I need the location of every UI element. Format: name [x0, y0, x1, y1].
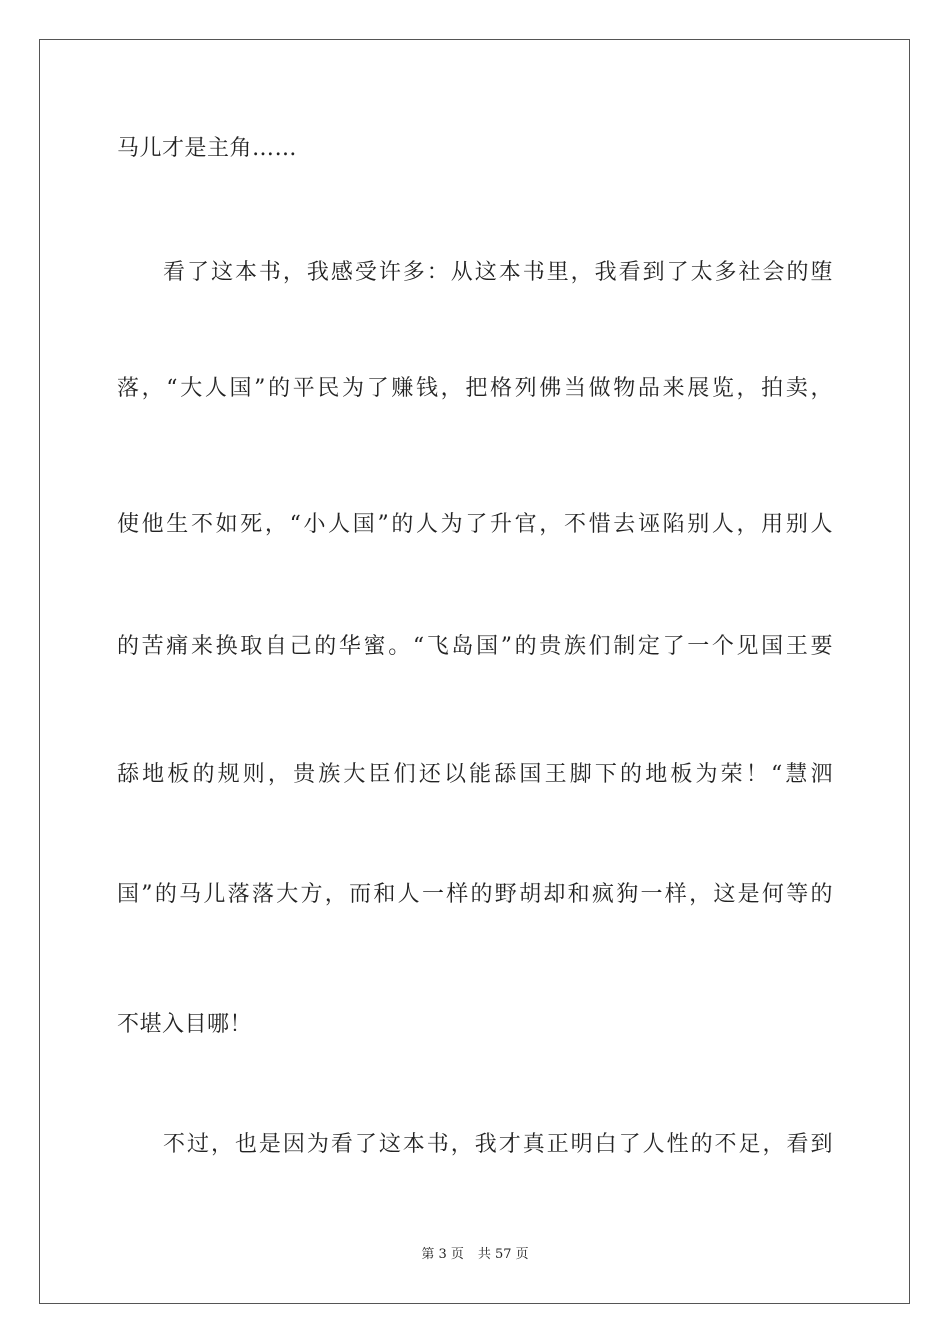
text-line-5: 的苦痛来换取自己的华蜜。“飞岛国”的贵族们制定了一个见国王要	[117, 634, 833, 659]
page-number: 第 3 页	[421, 1247, 464, 1262]
text-line-1: 马儿才是主角……	[117, 136, 298, 161]
text-line-4: 使他生不如死，“小人国”的人为了升官，不惜去诬陷别人，用别人	[117, 512, 833, 537]
paragraph-start-line: 看了这本书，我感受许多：从这本书里，我看到了太多社会的堕	[163, 260, 833, 285]
total-pages: 共 57 页	[477, 1247, 529, 1262]
paragraph-start-line: 不过，也是因为看了这本书，我才真正明白了人性的不足，看到	[163, 1132, 833, 1157]
text-line-7: 国”的马儿落落大方，而和人一样的野胡却和疯狗一样，这是何等的	[117, 882, 833, 907]
text-line-3: 落，“大人国”的平民为了赚钱，把格列佛当做物品来展览，拍卖，	[117, 376, 833, 401]
text-line-6: 舔地板的规则，贵族大臣们还以能舔国王脚下的地板为荣！“慧泗	[117, 762, 833, 787]
page-border	[39, 39, 910, 1304]
text-line-8: 不堪入目哪！	[117, 1012, 253, 1037]
page-footer	[0, 1246, 950, 1264]
